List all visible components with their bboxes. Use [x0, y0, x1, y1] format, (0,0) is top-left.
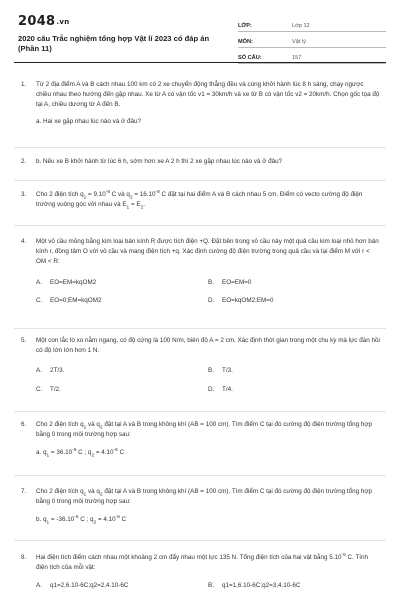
question-text: b. Nếu xe B khởi hành từ lúc 6 h, sớm hơn xe A 2 h thì 2 xe gặp nhau lúc nào và ở đâu? [36, 158, 283, 165]
option-letter: B. [208, 278, 214, 286]
option-letter: C. [36, 385, 43, 393]
question-number: 4. [21, 238, 27, 245]
question-number: 3. [21, 191, 27, 198]
subscript: 2 [91, 453, 95, 459]
text-part: đặt tại A và B trong không khí (AB = 100 cm). Tìm điểm C tại đó cường độ điện trường tổng hợp bằng 0 trong môi trường hợp sau: [36, 488, 373, 506]
question-text [36, 553, 380, 573]
meta-value: Lớp 12 [292, 23, 310, 29]
option-b[interactable] [208, 366, 380, 376]
text-part: C [119, 516, 127, 524]
option-letter: A. [36, 278, 42, 286]
option-text: q1=1,6.10-6C;q2=3,4.10-6C [222, 582, 301, 590]
text-part: b. q [36, 516, 47, 524]
subscript: 1 [46, 453, 50, 459]
text-part: . [143, 201, 146, 209]
subscript: 1 [126, 205, 130, 211]
answer-options [36, 366, 380, 394]
text-part: = 4.10 [96, 516, 116, 524]
question-text: Từ 2 địa điểm A và B cách nhau 100 km có 2 xe chuyển động thẳng đều và cùng khởi hành lúc 8 h sáng, chạy ngược chiều nhau theo hướng đến gặp nhau. Xe từ A có vận tốc v1 = 30km/h và xe từ B có vận tốc v2 = 20km/h. Chọn gốc tọa độ tại A, chiều dương từ A đến B. [36, 81, 380, 109]
separator [14, 540, 386, 541]
question-number: 7. [21, 488, 27, 495]
option-a[interactable] [36, 366, 208, 376]
separator [14, 147, 386, 148]
question-text [36, 420, 380, 440]
subscript: 1 [46, 520, 50, 526]
meta-row-count [238, 48, 386, 64]
superscript: -6 [113, 448, 118, 454]
option-d[interactable] [208, 385, 380, 395]
option-letter: B. [208, 582, 214, 590]
header [0, 0, 400, 60]
meta-value: Vật lý [292, 39, 306, 45]
brand-logo[interactable] [18, 14, 218, 29]
text-part: C. Tính điện tích của mỗi vật: [36, 554, 369, 572]
superscript: -6 [115, 515, 120, 521]
option-text: EO=0;EM=kqOM2 [50, 296, 102, 304]
text-part: C ; q [78, 516, 94, 524]
option-letter: A. [36, 582, 42, 590]
text-part: = 16.10 [132, 191, 156, 198]
question-text [36, 190, 380, 210]
superscript: -5 [341, 552, 346, 558]
separator [14, 475, 386, 476]
text-part: Cho 2 điện tích q [36, 488, 84, 495]
text-part: Hai điện tích điểm cách nhau một khoảng 2 cm đẩy nhau một lực 135 N. Tổng điện tích của hai vật bằng 5.10 [36, 554, 342, 561]
answer-options [36, 581, 380, 591]
option-letter: C. [36, 296, 43, 304]
superscript: -6 [74, 515, 79, 521]
question-subpart [36, 515, 380, 525]
meta-key: SỐ CÂU: [238, 55, 262, 61]
text-part: và q [86, 421, 100, 428]
superscript: -8 [105, 189, 110, 195]
question-6 [14, 420, 380, 459]
meta-key: MÔN: [238, 39, 253, 45]
question-text: Một vỏ cầu mỏng bằng kim loại bán kính R được tích điện +Q. Đặt bên trong vỏ cầu này một quả cầu kim loại nhỏ hơn bán kính r, đồng tâm O với vỏ cầu và mang điện tích +q. Xác định cường độ điện trường trong quả cầu và tại điểm M với r < OM < R: [36, 238, 379, 266]
question-2 [14, 157, 380, 167]
question-8 [14, 553, 380, 592]
meta-value: 157 [292, 55, 302, 61]
subscript: 2 [99, 492, 103, 498]
subscript: 2 [140, 205, 144, 211]
separator [14, 328, 386, 329]
option-letter: D. [208, 296, 215, 304]
option-text: q1=2,6.10-6C;q2=2,4.10-6C [50, 582, 129, 590]
brand-suffix: .vn [56, 18, 70, 26]
question-number: 2. [21, 158, 27, 165]
text-part: = E [129, 201, 141, 209]
question-text [36, 487, 380, 507]
question-text: Một con lắc lò xo nằm ngang, có độ cứng là 100 N/m, biên độ A = 2 cm. Xác định thời gian trong một chu kỳ mà lực đàn hồi có độ lớn lớn hơn 1 N. [36, 337, 380, 355]
option-letter: A. [36, 367, 42, 375]
text-part: = -36.10 [49, 516, 75, 524]
question-number: 1. [21, 81, 27, 88]
text-part: C ; q [76, 449, 92, 457]
subscript: 2 [99, 425, 103, 431]
text-part: Cho 2 điện tích q [36, 421, 84, 428]
subscript: 2 [129, 195, 133, 201]
question-number: 6. [21, 421, 27, 428]
text-part: a. q [36, 449, 47, 457]
separator [14, 180, 386, 181]
text-part: C [117, 449, 125, 457]
question-7 [14, 487, 380, 526]
meta-key: LỚP: [238, 23, 252, 29]
question-subpart: a. Hai xe gặp nhau lúc nào và ở đâu? [36, 117, 141, 125]
option-letter: B. [208, 367, 214, 375]
option-text: EO=EM=kqOM2 [50, 278, 97, 286]
question-subpart [36, 448, 380, 458]
question-4 [14, 237, 380, 306]
option-a[interactable] [36, 278, 208, 288]
separator [14, 225, 386, 226]
meta-table [238, 16, 386, 60]
text-part: và q [86, 488, 100, 495]
meta-row-subject [238, 32, 386, 48]
subscript: 1 [83, 195, 87, 201]
option-d[interactable] [208, 296, 380, 306]
brand-name: 2048 [18, 14, 56, 29]
meta-row-class [238, 16, 386, 32]
subscript: 1 [83, 425, 87, 431]
option-text: 2T/3. [50, 367, 65, 375]
option-letter: D. [208, 385, 215, 393]
question-number: 8. [21, 554, 27, 561]
option-text: T/3. [222, 367, 233, 375]
superscript: -6 [72, 448, 77, 454]
subscript: 2 [93, 520, 97, 526]
separator [14, 411, 386, 412]
option-text: T/4. [222, 385, 233, 393]
option-b[interactable] [208, 278, 380, 288]
option-c[interactable] [36, 296, 208, 306]
question-1 [14, 80, 380, 127]
text-part: = 9.10 [86, 191, 106, 198]
question-number: 5. [21, 337, 27, 344]
text-part: = 36.10 [49, 449, 73, 457]
option-text: T/2. [50, 385, 61, 393]
option-c[interactable] [36, 385, 208, 395]
question-5 [14, 336, 380, 395]
option-b[interactable] [208, 581, 380, 591]
question-3 [14, 190, 380, 210]
option-a[interactable] [36, 581, 208, 591]
option-text: EO=kqOM2;EM=0 [222, 296, 274, 304]
text-part: C và q [109, 191, 130, 198]
subscript: 1 [83, 492, 87, 498]
answer-options [36, 278, 380, 306]
superscript: -8 [155, 189, 160, 195]
header-left [18, 14, 218, 60]
doc-title: 2020 câu Trắc nghiệm tổng hợp Vật lí 2023 có đáp án (Phần 11) [18, 34, 210, 53]
text-part: Cho 2 điện tích q [36, 191, 84, 198]
text-part: C đặt tại hai điểm A và B cách nhau 5 cm. Điểm có vecto cường độ điện trường vuông góc với nhau và E [36, 191, 363, 209]
option-text: EO=EM=0 [222, 278, 252, 286]
text-part: = 4.10 [94, 449, 114, 457]
text-part: đặt tại A và B trong không khí (AB = 100 cm). Tìm điểm C tại đó cường độ điện trường tổng hợp bằng 0 trong môi trường hợp sau: [36, 421, 373, 439]
